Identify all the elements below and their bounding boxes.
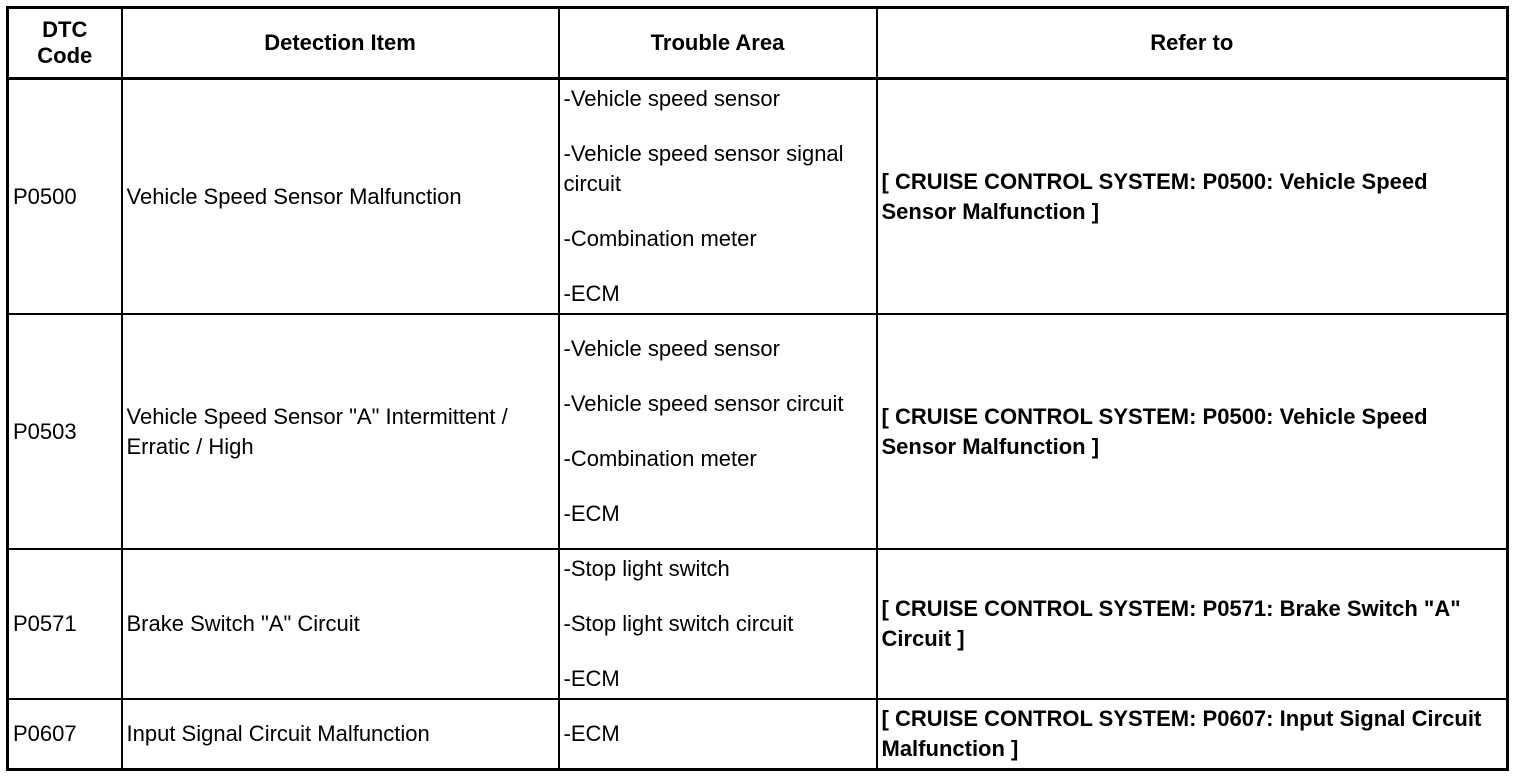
trouble-area-item: -Vehicle speed sensor (563, 86, 780, 111)
trouble-area-item: -Vehicle speed sensor circuit (563, 391, 844, 416)
table-row (8, 699, 1508, 770)
header-trouble-area: Trouble Area (559, 8, 877, 79)
trouble-area-item: -Vehicle speed sensor (563, 336, 780, 361)
trouble-area-item: -Combination meter (563, 446, 757, 471)
dtc-code-cell: P0607 (8, 699, 122, 770)
trouble-area-item: -Combination meter (563, 226, 757, 251)
table-header-row (8, 8, 1508, 79)
trouble-area-item: -Vehicle speed sensor signal circuit (563, 141, 844, 196)
detection-item-cell: Input Signal Circuit Malfunction (122, 699, 559, 770)
trouble-area-cell (559, 549, 877, 699)
trouble-area-cell (559, 314, 877, 549)
table-row (8, 314, 1508, 549)
refer-to-link[interactable]: [ CRUISE CONTROL SYSTEM: P0607: Input Signal Circuit Malfunction ] (877, 699, 1508, 770)
header-dtc-code: DTC Code (8, 8, 122, 79)
table-row (8, 549, 1508, 699)
trouble-area-item: -ECM (563, 721, 620, 746)
table-row (8, 79, 1508, 315)
refer-to-link[interactable]: [ CRUISE CONTROL SYSTEM: P0500: Vehicle Speed Sensor Malfunction ] (877, 79, 1508, 315)
detection-item-cell: Vehicle Speed Sensor "A" Intermittent / Erratic / High (122, 314, 559, 549)
detection-item-cell: Vehicle Speed Sensor Malfunction (122, 79, 559, 315)
header-refer-to: Refer to (877, 8, 1508, 79)
dtc-code-cell: P0571 (8, 549, 122, 699)
header-detection-item: Detection Item (122, 8, 559, 79)
dtc-code-cell: P0503 (8, 314, 122, 549)
trouble-area-item: -Stop light switch circuit (563, 611, 794, 636)
trouble-area-item: -ECM (563, 666, 620, 691)
trouble-area-item: -Stop light switch (563, 556, 730, 581)
trouble-area-item: -ECM (563, 501, 620, 526)
refer-to-link[interactable]: [ CRUISE CONTROL SYSTEM: P0500: Vehicle Speed Sensor Malfunction ] (877, 314, 1508, 549)
trouble-area-item: -ECM (563, 281, 620, 306)
dtc-table (6, 6, 1509, 771)
dtc-code-cell: P0500 (8, 79, 122, 315)
detection-item-cell: Brake Switch "A" Circuit (122, 549, 559, 699)
refer-to-link[interactable]: [ CRUISE CONTROL SYSTEM: P0571: Brake Switch "A" Circuit ] (877, 549, 1508, 699)
trouble-area-cell (559, 79, 877, 315)
trouble-area-cell (559, 699, 877, 770)
